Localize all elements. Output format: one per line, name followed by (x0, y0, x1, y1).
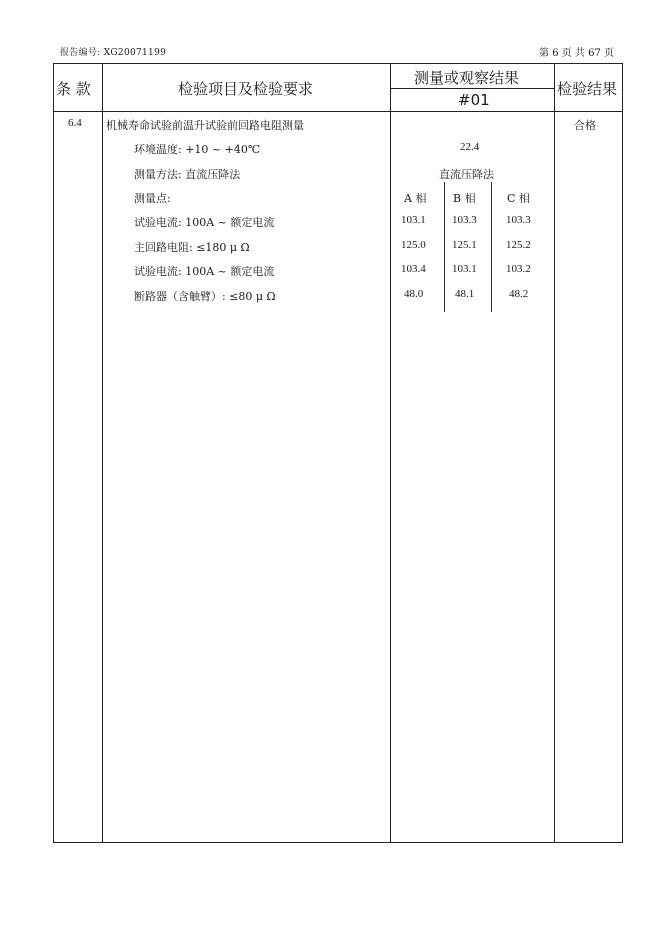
phase-b-value: 103.1 (452, 263, 477, 275)
phase-divider-bc (491, 182, 492, 312)
requirement-line: 试验电流: 100A ~ 额定电流 (134, 265, 275, 278)
phase-c-value: 125.2 (506, 239, 531, 251)
col-divider-measure (554, 64, 555, 842)
page-info: 第 6 页 共 67 页 (539, 48, 614, 59)
phase-a-value: 103.4 (401, 263, 426, 275)
report-number (60, 45, 166, 58)
header-clause: 条 款 (56, 80, 91, 98)
phase-divider-ab (444, 182, 445, 312)
phase-b-value: 125.1 (452, 239, 477, 251)
method-value: 直流压降法 (439, 168, 494, 181)
phase-c-value: 103.2 (506, 263, 531, 275)
measure-subheader-rule (390, 88, 554, 89)
header-sample-id: #01 (458, 91, 490, 109)
col-divider-clause (102, 64, 103, 842)
phase-a-value: 103.1 (401, 214, 426, 226)
requirement-line: 环境温度: +10 ~ +40℃ (134, 143, 261, 156)
phase-a-value: 48.0 (404, 288, 424, 300)
col-divider-item (390, 64, 391, 842)
requirement-line: 测量点: (134, 192, 171, 205)
header-result: 检验结果 (557, 80, 618, 98)
header-bottom-rule (54, 111, 622, 112)
inspection-table (53, 63, 623, 843)
requirement-line: 断路器（含触臂）: ≤80 μ Ω (134, 290, 276, 303)
header-measurement: 测量或观察结果 (414, 69, 520, 87)
phase-a-value: 125.0 (401, 239, 426, 251)
report-number-value: XG20071199 (103, 48, 167, 58)
requirement-line: 主回路电阻: ≤180 μ Ω (134, 241, 250, 254)
ambient-temperature-value: 22.4 (460, 141, 480, 153)
clause-number: 6.4 (68, 117, 82, 129)
header-item: 检验项目及检验要求 (178, 80, 314, 98)
report-number-label: 报告编号: (60, 48, 101, 58)
phase-c-value: 48.2 (509, 288, 529, 300)
phase-b-value: 48.1 (455, 288, 475, 300)
phase-c-label: C 相 (507, 192, 530, 205)
phase-c-value: 103.3 (506, 214, 531, 226)
phase-a-label: A 相 (404, 192, 427, 205)
phase-b-label: B 相 (453, 192, 476, 205)
requirement-line: 测量方法: 直流压降法 (134, 168, 241, 181)
result-value: 合格 (574, 119, 596, 132)
phase-b-value: 103.3 (452, 214, 477, 226)
requirement-line: 试验电流: 100A ~ 额定电流 (134, 216, 275, 229)
item-title: 机械寿命试验前温升试验前回路电阻测量 (106, 119, 304, 132)
